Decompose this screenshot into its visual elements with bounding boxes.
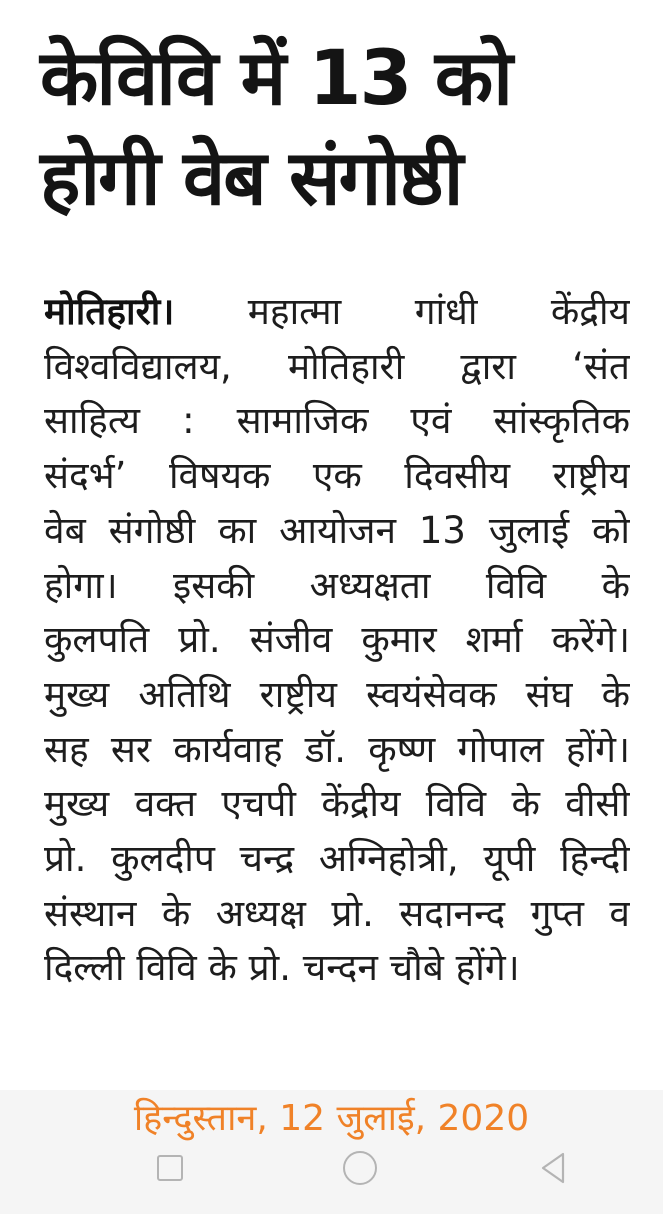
dateline: मोतिहारी। bbox=[44, 290, 175, 333]
circle-icon bbox=[343, 1151, 377, 1185]
body-line: कुलपति प्रो. संजीव कुमार शर्मा करेंगे। bbox=[44, 618, 630, 662]
body-line: होगा। इसकी अध्यक्षता विवि के bbox=[44, 563, 630, 607]
body-line: वेब संगोष्ठी का आयोजन 13 जुलाई को bbox=[44, 508, 630, 552]
body-line: संस्थान के अध्यक्ष प्रो. सदानन्द गुप्त व bbox=[44, 891, 630, 935]
triangle-back-icon bbox=[538, 1151, 568, 1185]
recent-apps-button[interactable] bbox=[150, 1148, 190, 1188]
source-caption: हिन्दुस्तान, 12 जुलाई, 2020 bbox=[133, 1098, 530, 1139]
body-line bbox=[44, 285, 630, 340]
body-line: दिल्ली विवि के प्रो. चन्दन चौबे होंगे। bbox=[44, 946, 520, 990]
headline-line: होगी वेब संगोष्ठी bbox=[40, 133, 462, 222]
body-line: साहित्य : सामाजिक एवं सांस्कृतिक bbox=[44, 399, 630, 443]
article-body bbox=[44, 285, 630, 996]
body-line-text: महात्मा गांधी केंद्रीय bbox=[174, 290, 630, 333]
body-line: संदर्भ’ विषयक एक दिवसीय राष्ट्रीय bbox=[44, 454, 630, 498]
square-icon bbox=[157, 1155, 183, 1181]
body-line: प्रो. कुलदीप चन्द्र अग्निहोत्री, यूपी हिन्दी bbox=[44, 837, 630, 881]
headline bbox=[40, 28, 640, 228]
body-line: विश्वविद्यालय, मोतिहारी द्वारा ‘संत bbox=[44, 344, 630, 388]
body-line: मुख्य वक्त एचपी केंद्रीय विवि के वीसी bbox=[44, 782, 630, 826]
home-button[interactable] bbox=[340, 1148, 380, 1188]
body-line: मुख्य अतिथि राष्ट्रीय स्वयंसेवक संघ के bbox=[44, 672, 630, 716]
back-button[interactable] bbox=[533, 1148, 573, 1188]
body-line: सह सर कार्यवाह डॉ. कृष्ण गोपाल होंगे। bbox=[44, 727, 630, 771]
headline-line: केविवि में 13 को bbox=[40, 33, 511, 122]
